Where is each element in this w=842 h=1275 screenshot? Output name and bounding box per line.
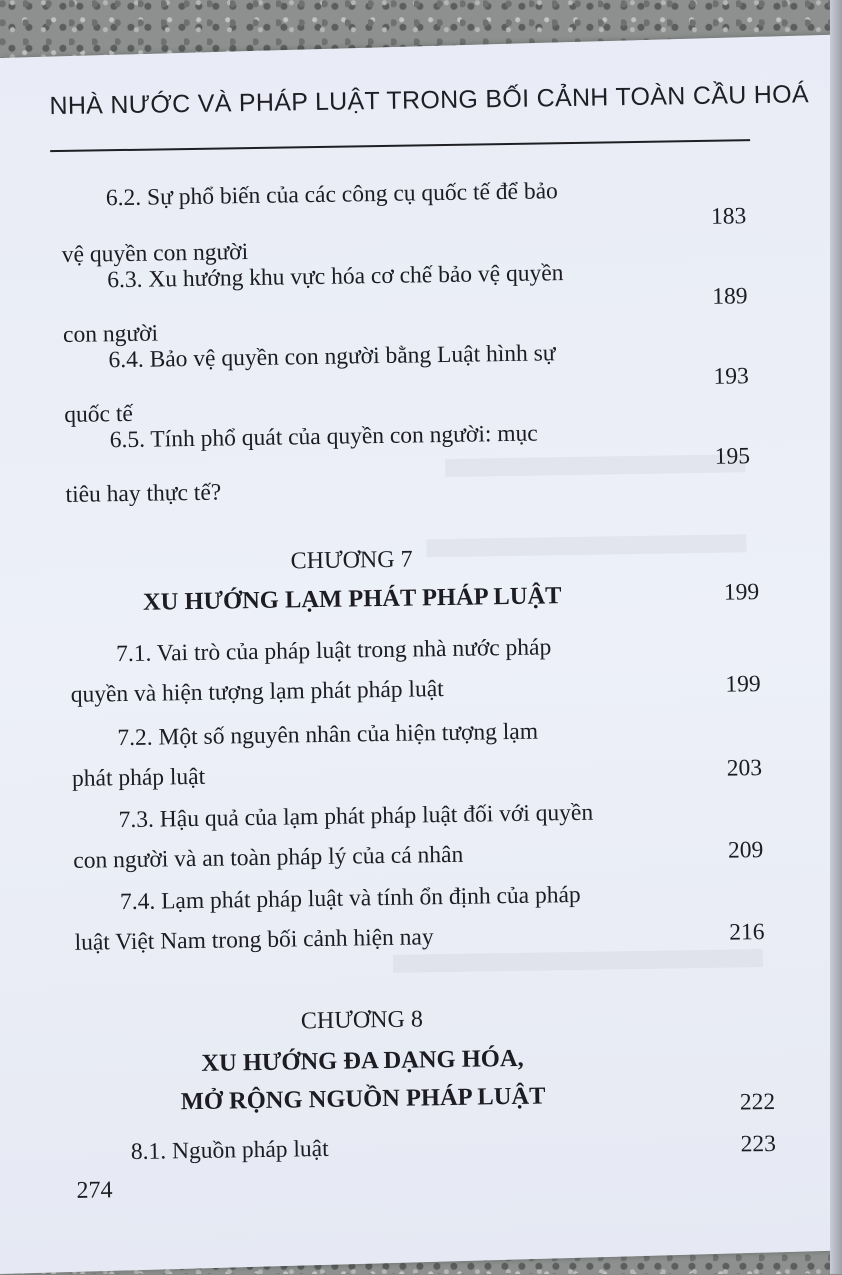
chapter-label: CHƯƠNG 8: [300, 1006, 424, 1035]
toc-entry-line: luật Việt Nam trong bối cảnh hiện nay: [74, 924, 434, 956]
toc-entry-line: 6.3. Xu hướng khu vực hóa cơ chế bảo vệ quyền: [107, 260, 564, 294]
toc-page-number: 216: [729, 919, 765, 946]
toc-entry-line: 7.1. Vai trò của pháp luật trong nhà nước pháp: [115, 634, 552, 668]
toc-page-number: 199: [723, 579, 760, 606]
toc-entry-line: phát pháp luật: [71, 763, 206, 792]
toc-entry-line: con người: [62, 320, 159, 348]
toc-page-number: 183: [710, 203, 747, 230]
toc-entry-line: quốc tế: [64, 400, 134, 428]
chapter-title: MỞ RỘNG NGUỒN PHÁP LUẬT: [180, 1082, 546, 1116]
toc-page-number: 189: [712, 283, 748, 310]
toc-entry-line: 7.2. Một số nguyên nhân của hiện tượng lạm: [117, 718, 539, 752]
toc-entry-line: con người và an toàn pháp lý của cá nhân: [73, 841, 464, 874]
chapter-title: XU HƯỚNG ĐA DẠNG HÓA,: [201, 1044, 524, 1077]
toc-page-number: 199: [725, 671, 761, 698]
toc-entry-line: 7.3. Hậu quả của lạm phát pháp luật đối với quyền: [118, 799, 594, 834]
show-through-shadow: [393, 949, 763, 973]
toc-entry-line: vệ quyền con người: [61, 239, 249, 268]
running-title: NHÀ NƯỚC VÀ PHÁP LUẬT TRONG BỐI CẢNH TOÀN CẦU HOÁ: [49, 80, 810, 121]
toc-entry-line: tiêu hay thực tế?: [65, 479, 222, 508]
toc-page-number: 209: [727, 837, 764, 864]
toc-entry-line: 8.1. Nguồn pháp luật: [130, 1135, 329, 1166]
toc-entry-line: 6.2. Sự phổ biến của các công cụ quốc tế để bảo: [105, 178, 558, 212]
toc-entry-line: 6.4. Bảo vệ quyền con người bằng Luật hình sự: [108, 340, 556, 374]
header-rule: [50, 139, 750, 152]
toc-page-number: 195: [714, 443, 751, 470]
toc-page-number: 203: [726, 755, 763, 782]
toc-entry-line: 7.4. Lạm phát pháp luật và tính ổn định của pháp: [119, 881, 581, 916]
chapter-title: XU HƯỚNG LẠM PHÁT PHÁP LUẬT: [142, 582, 562, 616]
toc-page-number: 223: [740, 1130, 777, 1158]
toc-entry-line: quyền và hiện tượng lạm phát pháp luật: [70, 676, 444, 708]
chapter-label: CHƯƠNG 7: [290, 546, 413, 575]
toc-page-number: 193: [713, 363, 749, 390]
page-folio: 274: [76, 1177, 113, 1204]
toc-page-number: 222: [739, 1088, 776, 1116]
toc-entry-line: 6.5. Tính phổ quát của quyền con người: mục: [109, 420, 538, 454]
